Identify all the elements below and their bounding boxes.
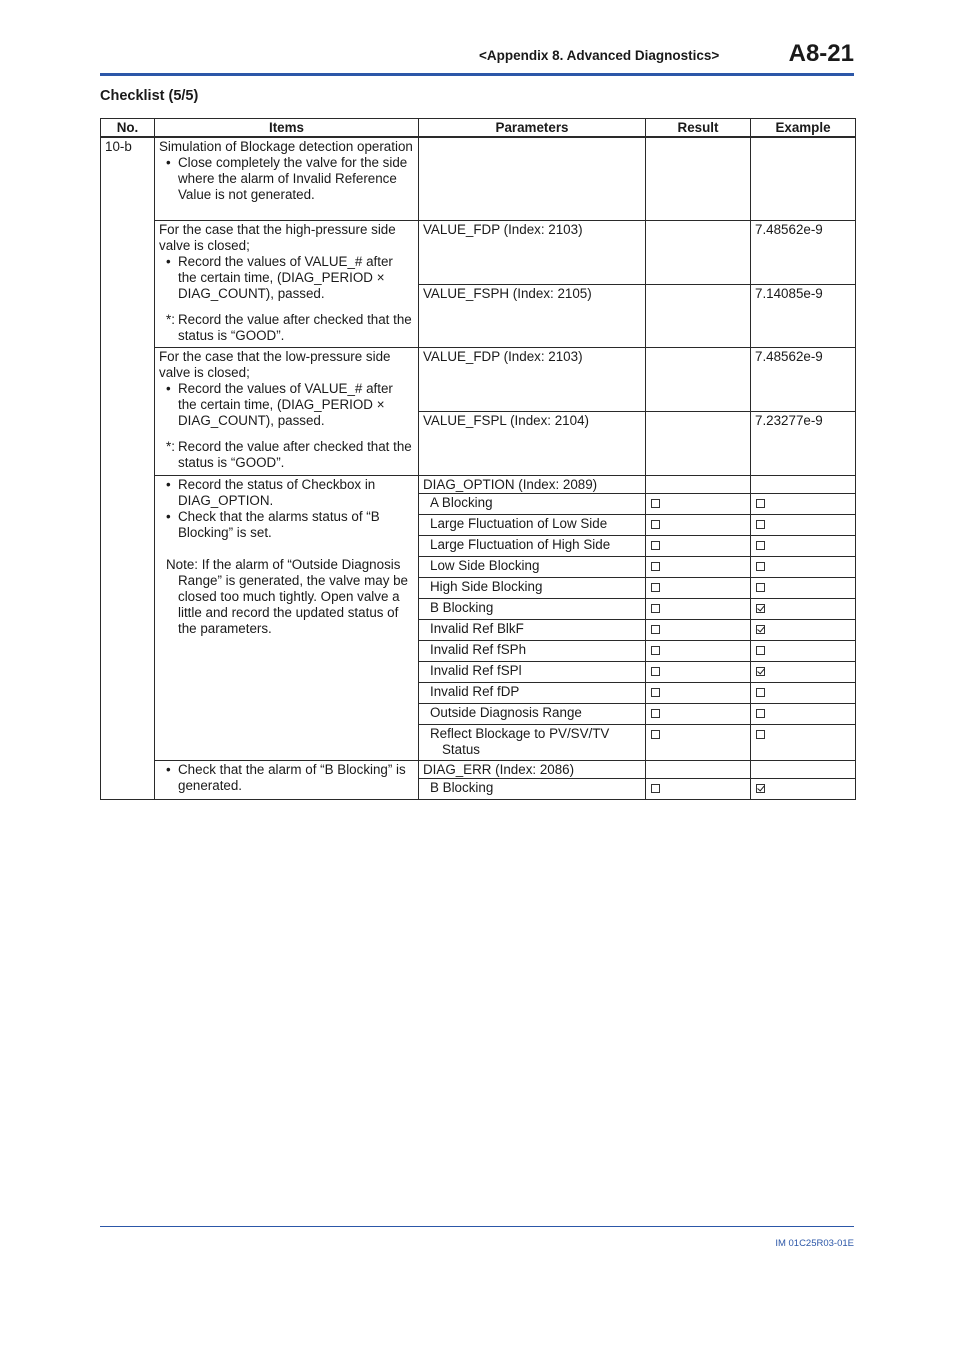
example-checkbox	[756, 646, 765, 655]
param-header-cell: DIAG_OPTION (Index: 2089)	[419, 475, 646, 493]
note-line-1: Note: If the alarm of “Outside Diagnosis	[166, 556, 401, 572]
note-text	[159, 557, 414, 637]
result-cell	[646, 475, 751, 493]
result-cell	[646, 703, 751, 724]
example-checkbox	[756, 667, 765, 676]
example-checkbox	[756, 730, 765, 739]
example-cell	[751, 682, 856, 703]
result-checkbox[interactable]	[651, 604, 660, 613]
result-checkbox[interactable]	[651, 709, 660, 718]
checklist-table	[100, 118, 856, 800]
result-cell	[646, 347, 751, 411]
page-number: A8-21	[788, 40, 854, 67]
example-cell	[751, 556, 856, 577]
example-checkbox	[756, 499, 765, 508]
result-checkbox[interactable]	[651, 688, 660, 697]
param-cell: B Blocking	[419, 598, 646, 619]
asterisk-note	[159, 439, 414, 471]
result-cell	[646, 556, 751, 577]
param-cell: Large Fluctuation of Low Side	[419, 514, 646, 535]
result-cell	[646, 577, 751, 598]
result-cell	[646, 220, 751, 284]
result-checkbox[interactable]	[651, 541, 660, 550]
col-header-example: Example	[751, 119, 856, 138]
example-cell	[751, 619, 856, 640]
param-cell	[419, 137, 646, 220]
item-intro: For the case that the low-pressure side valve is closed;	[159, 348, 391, 380]
example-checkbox	[756, 541, 765, 550]
example-cell	[751, 760, 856, 778]
param-cell: Invalid Ref fSPh	[419, 640, 646, 661]
result-cell	[646, 137, 751, 220]
asterisk-text: Record the value after checked that the status is “GOOD”.	[178, 311, 412, 343]
asterisk-mark: *:	[166, 438, 175, 454]
header-rule	[100, 73, 854, 76]
item-bullet: • Check that the alarm of “B Blocking” is generated.	[159, 762, 414, 794]
result-cell	[646, 284, 751, 347]
table-header-row	[101, 119, 856, 138]
footer-rule	[100, 1226, 854, 1227]
result-checkbox[interactable]	[651, 520, 660, 529]
result-cell	[646, 535, 751, 556]
example-checkbox	[756, 784, 765, 793]
result-cell	[646, 760, 751, 778]
item-title: Simulation of Blockage detection operation	[159, 139, 413, 154]
param-cell: High Side Blocking	[419, 577, 646, 598]
item-bullet: • Check that the alarms status of “B Blocking” is set.	[159, 509, 414, 541]
param-cell: Large Fluctuation of High Side	[419, 535, 646, 556]
example-cell: 7.23277e-9	[751, 411, 856, 475]
table-row	[101, 220, 856, 284]
param-cell: VALUE_FSPL (Index: 2104)	[419, 411, 646, 475]
example-cell	[751, 475, 856, 493]
asterisk-mark: *:	[166, 311, 175, 327]
result-cell	[646, 493, 751, 514]
col-header-parameters: Parameters	[419, 119, 646, 138]
example-cell	[751, 598, 856, 619]
result-cell	[646, 619, 751, 640]
note-line-rest: Range” is generated, the valve may be closed too much tightly. Open valve a little and record the updated status of the parameters.	[178, 572, 409, 636]
param-cell: VALUE_FSPH (Index: 2105)	[419, 284, 646, 347]
example-checkbox	[756, 520, 765, 529]
result-checkbox[interactable]	[651, 784, 660, 793]
row-number: 10-b	[101, 137, 155, 799]
example-checkbox	[756, 709, 765, 718]
param-cell: A Blocking	[419, 493, 646, 514]
result-checkbox[interactable]	[651, 583, 660, 592]
asterisk-note	[159, 312, 414, 344]
item-bullet: • Record the values of VALUE_# after the certain time, (DIAG_PERIOD × DIAG_COUNT), passed.	[159, 254, 414, 302]
result-cell	[646, 514, 751, 535]
item-bullet: • Close completely the valve for the side where the alarm of Invalid Reference Value is not generated.	[159, 155, 414, 203]
example-checkbox	[756, 625, 765, 634]
param-header-cell: DIAG_ERR (Index: 2086)	[419, 760, 646, 778]
document-number: IM 01C25R03-01E	[775, 1238, 854, 1249]
result-checkbox[interactable]	[651, 646, 660, 655]
item-cell	[155, 137, 419, 220]
param-cell: VALUE_FDP (Index: 2103)	[419, 347, 646, 411]
example-cell	[751, 724, 856, 760]
item-intro: For the case that the high-pressure side valve is closed;	[159, 221, 396, 253]
result-cell	[646, 640, 751, 661]
item-bullet: • Record the values of VALUE_# after the certain time, (DIAG_PERIOD × DIAG_COUNT), passed.	[159, 381, 414, 429]
result-cell	[646, 778, 751, 799]
result-cell	[646, 661, 751, 682]
example-cell: 7.14085e-9	[751, 284, 856, 347]
result-checkbox[interactable]	[651, 499, 660, 508]
param-cell: Low Side Blocking	[419, 556, 646, 577]
col-header-items: Items	[155, 119, 419, 138]
table-row	[101, 475, 856, 493]
result-cell	[646, 724, 751, 760]
result-cell	[646, 682, 751, 703]
param-line-2: Status	[442, 741, 480, 757]
item-cell	[155, 347, 419, 475]
item-cell	[155, 475, 419, 760]
result-checkbox[interactable]	[651, 625, 660, 634]
result-checkbox[interactable]	[651, 730, 660, 739]
item-cell	[155, 220, 419, 347]
param-line-1: Reflect Blockage to PV/SV/TV	[430, 725, 610, 741]
example-cell	[751, 703, 856, 724]
example-cell	[751, 577, 856, 598]
asterisk-text: Record the value after checked that the status is “GOOD”.	[178, 438, 412, 470]
param-cell	[419, 724, 646, 760]
example-checkbox	[756, 583, 765, 592]
example-checkbox	[756, 688, 765, 697]
example-checkbox	[756, 562, 765, 571]
example-cell: 7.48562e-9	[751, 347, 856, 411]
param-cell: Invalid Ref fDP	[419, 682, 646, 703]
param-cell: Invalid Ref BlkF	[419, 619, 646, 640]
table-row	[101, 760, 856, 778]
table-row	[101, 137, 856, 220]
item-cell	[155, 760, 419, 799]
result-checkbox[interactable]	[651, 667, 660, 676]
col-header-no: No.	[101, 119, 155, 138]
example-checkbox	[756, 604, 765, 613]
item-bullet: • Record the status of Checkbox in DIAG_OPTION.	[159, 477, 414, 509]
param-cell: Outside Diagnosis Range	[419, 703, 646, 724]
result-cell	[646, 598, 751, 619]
example-cell: 7.48562e-9	[751, 220, 856, 284]
result-cell	[646, 411, 751, 475]
table-row	[101, 347, 856, 411]
example-cell	[751, 535, 856, 556]
section-header: <Appendix 8. Advanced Diagnostics>	[479, 48, 720, 63]
example-cell	[751, 640, 856, 661]
col-header-result: Result	[646, 119, 751, 138]
param-cell: B Blocking	[419, 778, 646, 799]
example-cell	[751, 493, 856, 514]
param-cell: VALUE_FDP (Index: 2103)	[419, 220, 646, 284]
checklist-title: Checklist (5/5)	[100, 88, 199, 104]
result-checkbox[interactable]	[651, 562, 660, 571]
param-cell: Invalid Ref fSPl	[419, 661, 646, 682]
example-cell	[751, 514, 856, 535]
example-cell	[751, 778, 856, 799]
example-cell	[751, 661, 856, 682]
example-cell	[751, 137, 856, 220]
